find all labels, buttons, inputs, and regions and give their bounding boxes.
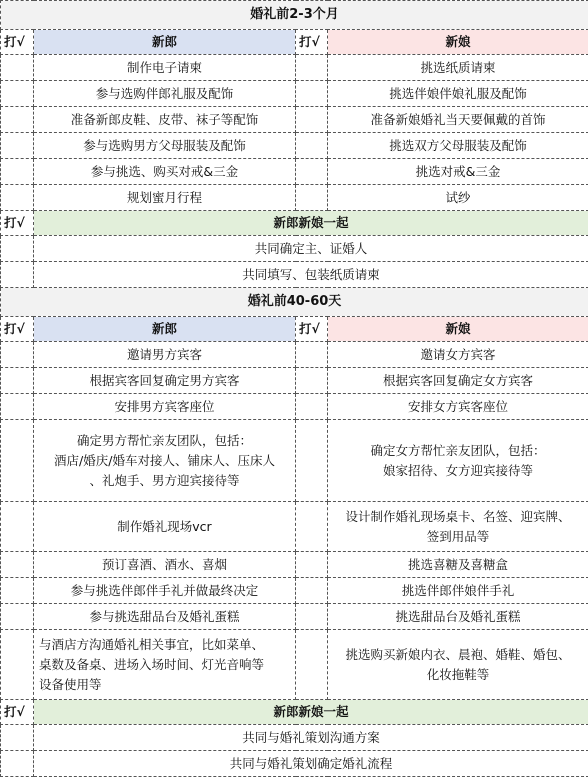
bride-task: 挑选喜糖及喜糖盒	[328, 552, 588, 578]
check-cell[interactable]	[1, 236, 34, 262]
bride-task: 准备新娘婚礼当天要佩戴的首饰	[328, 107, 588, 133]
groom-column-header: 新郎	[34, 30, 296, 55]
groom-task: 规划蜜月行程	[34, 185, 296, 211]
check-cell[interactable]	[1, 55, 34, 81]
bride-column-header: 新娘	[328, 317, 588, 342]
check-cell[interactable]	[296, 552, 328, 578]
groom-task: 邀请男方宾客	[34, 342, 296, 368]
check-cell[interactable]	[296, 578, 328, 604]
check-cell[interactable]	[1, 725, 34, 751]
check-cell[interactable]	[1, 185, 34, 211]
groom-task: 确定男方帮忙亲友团队，包括： 酒店/婚庆/婚车对接人、铺床人、压床人 、礼炮手、男方迎宾接待等	[34, 420, 296, 502]
groom-task: 参与选购男方父母服装及配饰	[34, 133, 296, 159]
check-column-header: 打√	[1, 700, 34, 725]
section-title: 婚礼前40-60天	[1, 288, 588, 317]
check-cell[interactable]	[296, 133, 328, 159]
check-column-header: 打√	[296, 30, 328, 55]
groom-task: 参与挑选、购买对戒&三金	[34, 159, 296, 185]
check-cell[interactable]	[296, 604, 328, 630]
groom-task: 参与挑选伴郎伴手礼并做最终决定	[34, 578, 296, 604]
bride-task: 挑选对戒&三金	[328, 159, 588, 185]
check-cell[interactable]	[296, 185, 328, 211]
bride-task: 安排女方宾客座位	[328, 394, 588, 420]
bride-task: 挑选甜品台及婚礼蛋糕	[328, 604, 588, 630]
check-cell[interactable]	[1, 81, 34, 107]
section-title: 婚礼前2-3个月	[1, 1, 588, 30]
check-cell[interactable]	[296, 394, 328, 420]
check-cell[interactable]	[296, 420, 328, 502]
bride-task: 试纱	[328, 185, 588, 211]
bride-task: 设计制作婚礼现场桌卡、名签、迎宾牌、 签到用品等	[328, 502, 588, 552]
check-cell[interactable]	[1, 578, 34, 604]
together-task: 共同与婚礼策划沟通方案	[34, 725, 588, 751]
check-cell[interactable]	[1, 133, 34, 159]
check-column-header: 打√	[1, 30, 34, 55]
check-cell[interactable]	[296, 368, 328, 394]
check-cell[interactable]	[296, 159, 328, 185]
groom-task: 准备新郎皮鞋、皮带、袜子等配饰	[34, 107, 296, 133]
check-cell[interactable]	[1, 107, 34, 133]
check-cell[interactable]	[1, 420, 34, 502]
check-cell[interactable]	[1, 604, 34, 630]
bride-task: 挑选双方父母服装及配饰	[328, 133, 588, 159]
check-cell[interactable]	[1, 552, 34, 578]
check-cell[interactable]	[1, 502, 34, 552]
bride-task: 邀请女方宾客	[328, 342, 588, 368]
check-cell[interactable]	[296, 342, 328, 368]
groom-task: 安排男方宾客座位	[34, 394, 296, 420]
bride-task: 挑选纸质请柬	[328, 55, 588, 81]
bride-task: 挑选伴郎伴娘伴手礼	[328, 578, 588, 604]
groom-task: 与酒店方沟通婚礼相关事宜，比如菜单、 桌数及备桌、进场入场时间、灯光音响等 设备使用等	[34, 630, 296, 700]
check-column-header: 打√	[1, 211, 34, 236]
together-task: 共同填写、包装纸质请柬	[34, 262, 588, 288]
together-task: 共同确定主、证婚人	[34, 236, 588, 262]
groom-column-header: 新郎	[34, 317, 296, 342]
check-cell[interactable]	[1, 394, 34, 420]
groom-task: 制作电子请柬	[34, 55, 296, 81]
groom-task: 参与选购伴郎礼服及配饰	[34, 81, 296, 107]
check-cell[interactable]	[296, 502, 328, 552]
bride-task: 确定女方帮忙亲友团队，包括： 娘家招待、女方迎宾接待等	[328, 420, 588, 502]
together-task: 共同与婚礼策划确定婚礼流程	[34, 751, 588, 777]
check-cell[interactable]	[296, 55, 328, 81]
groom-task: 预订喜酒、酒水、喜烟	[34, 552, 296, 578]
check-cell[interactable]	[1, 342, 34, 368]
bride-column-header: 新娘	[328, 30, 588, 55]
bride-task: 挑选伴娘伴娘礼服及配饰	[328, 81, 588, 107]
groom-task: 根据宾客回复确定男方宾客	[34, 368, 296, 394]
groom-task: 参与挑选甜品台及婚礼蛋糕	[34, 604, 296, 630]
groom-task: 制作婚礼现场vcr	[34, 502, 296, 552]
bride-task: 根据宾客回复确定女方宾客	[328, 368, 588, 394]
check-cell[interactable]	[1, 751, 34, 777]
check-cell[interactable]	[1, 368, 34, 394]
check-cell[interactable]	[296, 81, 328, 107]
check-cell[interactable]	[1, 159, 34, 185]
check-cell[interactable]	[1, 262, 34, 288]
bride-task: 挑选购买新娘内衣、晨袍、婚鞋、婚包、 化妆拖鞋等	[328, 630, 588, 700]
check-cell[interactable]	[296, 630, 328, 700]
check-cell[interactable]	[296, 107, 328, 133]
check-column-header: 打√	[296, 317, 328, 342]
together-column-header: 新郎新娘一起	[34, 700, 588, 725]
check-column-header: 打√	[1, 317, 34, 342]
together-column-header: 新郎新娘一起	[34, 211, 588, 236]
check-cell[interactable]	[1, 630, 34, 700]
